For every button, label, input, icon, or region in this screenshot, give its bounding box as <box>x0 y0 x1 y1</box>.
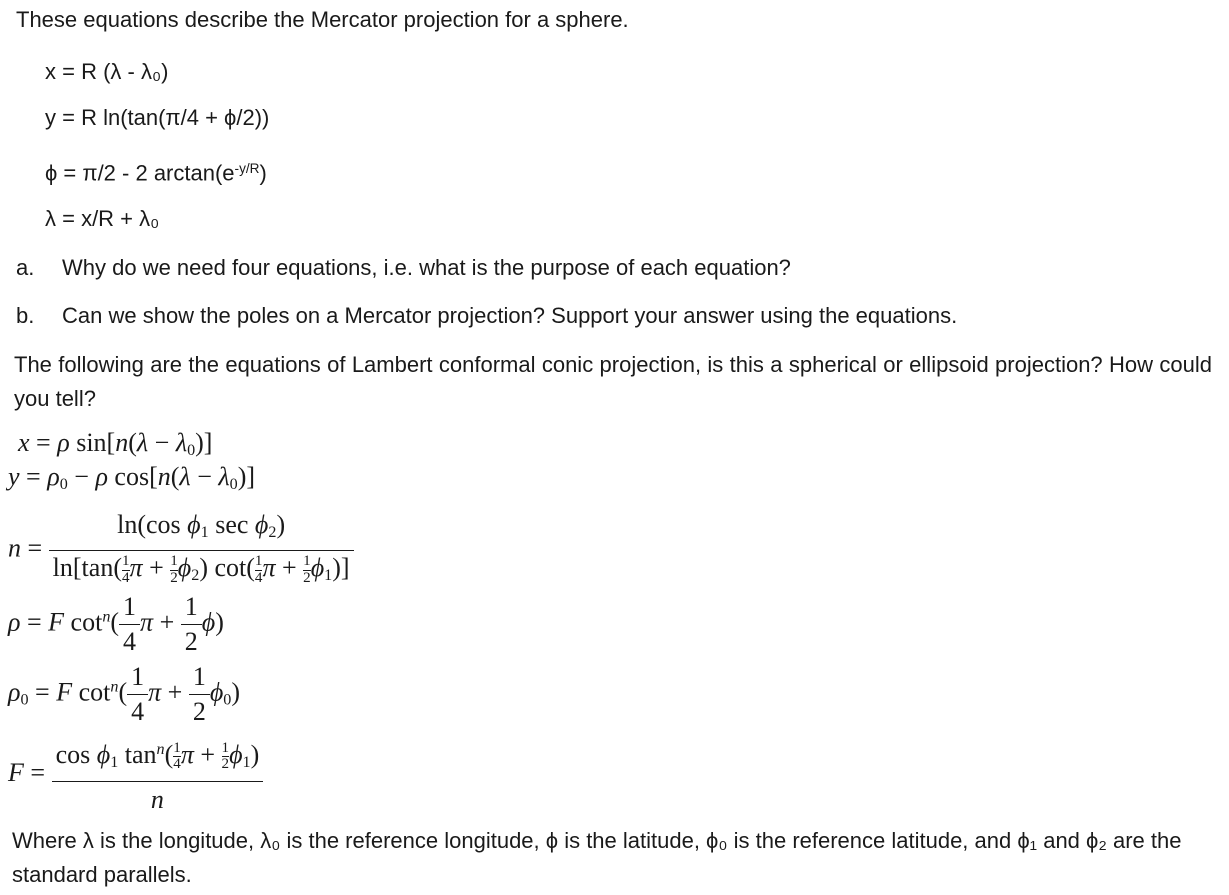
mercator-eq-phi-exponent: -y/R <box>234 161 260 176</box>
mercator-eq-y: y = R ln(tan(π/4 + ϕ/2)) <box>45 105 270 130</box>
lambert-eq-F-fraction: $\cos \phi_1$ $\tan^n$( $\frac{1}{4}$ π + $\frac{1}{2}$ $\phi_1$) n <box>52 732 264 818</box>
question-b-text: Can we show the poles on a Mercator projection? Support your answer using the equations. <box>62 303 958 328</box>
lambert-intro: The following are the equations of Lambert conformal conic projection, is this a spherical or ellipsoid projection? How could you tell? <box>14 352 1212 411</box>
mercator-eq-phi-base: ϕ = π/2 - 2 arctan(e <box>45 160 235 186</box>
mercator-eq-phi-close: ) <box>259 160 267 186</box>
lambert-eq-n-fraction: ln(cos $\phi_1$ $\sec \phi_2$) ln[tan( $\frac{1}{4}$ π + $\frac{1}{2}$ $\phi_2$) cot( $\frac{1}{4}$ π + $\frac{1}{2}$ $\phi_1$)] <box>49 508 354 593</box>
mercator-eq-phi <box>45 155 267 188</box>
question-a-text: Why do we need four equations, i.e. what is the purpose of each equation? <box>62 255 791 280</box>
lambert-eq-F: F = $\cos \phi_1$ $\tan^n$( $\frac{1}{4}$ π + $\frac{1}{2}$ $\phi_1$) n <box>8 732 263 818</box>
question-a <box>16 254 791 282</box>
question-b-label: b. <box>16 303 35 328</box>
definitions-text: Where λ is the longitude, λ₀ is the reference longitude, ϕ is the latitude, ϕ₀ is the reference latitude, and ϕ₁ and ϕ₂ are the standard parallels. <box>12 828 1182 887</box>
mercator-eq-lambda: λ = x/R + λ₀ <box>45 206 160 231</box>
lambert-eq-n: n = ln(cos $\phi_1$ $\sec \phi_2$) ln[tan( $\frac{1}{4}$ π + $\frac{1}{2}$ $\phi_2$) cot( $\frac{1}{4}$ π + $\frac{1}{2}$ $\phi_1$)] <box>8 508 354 593</box>
intro-text: These equations describe the Mercator projection for a sphere. <box>16 7 629 32</box>
question-a-label: a. <box>16 255 35 280</box>
lambert-eq-x: x = ρ $\sin[n(\lambda - \lambda_0)]$ <box>18 428 213 460</box>
question-b <box>16 302 957 330</box>
lambert-eq-rho: ρ = F $\cot^n$( $\frac{1}{4}$ π + $\frac{1}{2}$ ϕ) <box>8 590 224 659</box>
mercator-eq-x: x = R (λ - λ₀) <box>45 59 169 84</box>
lambert-eq-y: $y = \rho_0 - \rho$ $\cos[n(\lambda - \lambda_0)]$ <box>8 462 256 494</box>
lambert-eq-rho0: $\rho_0 = F$ $\cot^n$( $\frac{1}{4}$ π + $\frac{1}{2}$ $\phi_0$) <box>8 660 240 729</box>
